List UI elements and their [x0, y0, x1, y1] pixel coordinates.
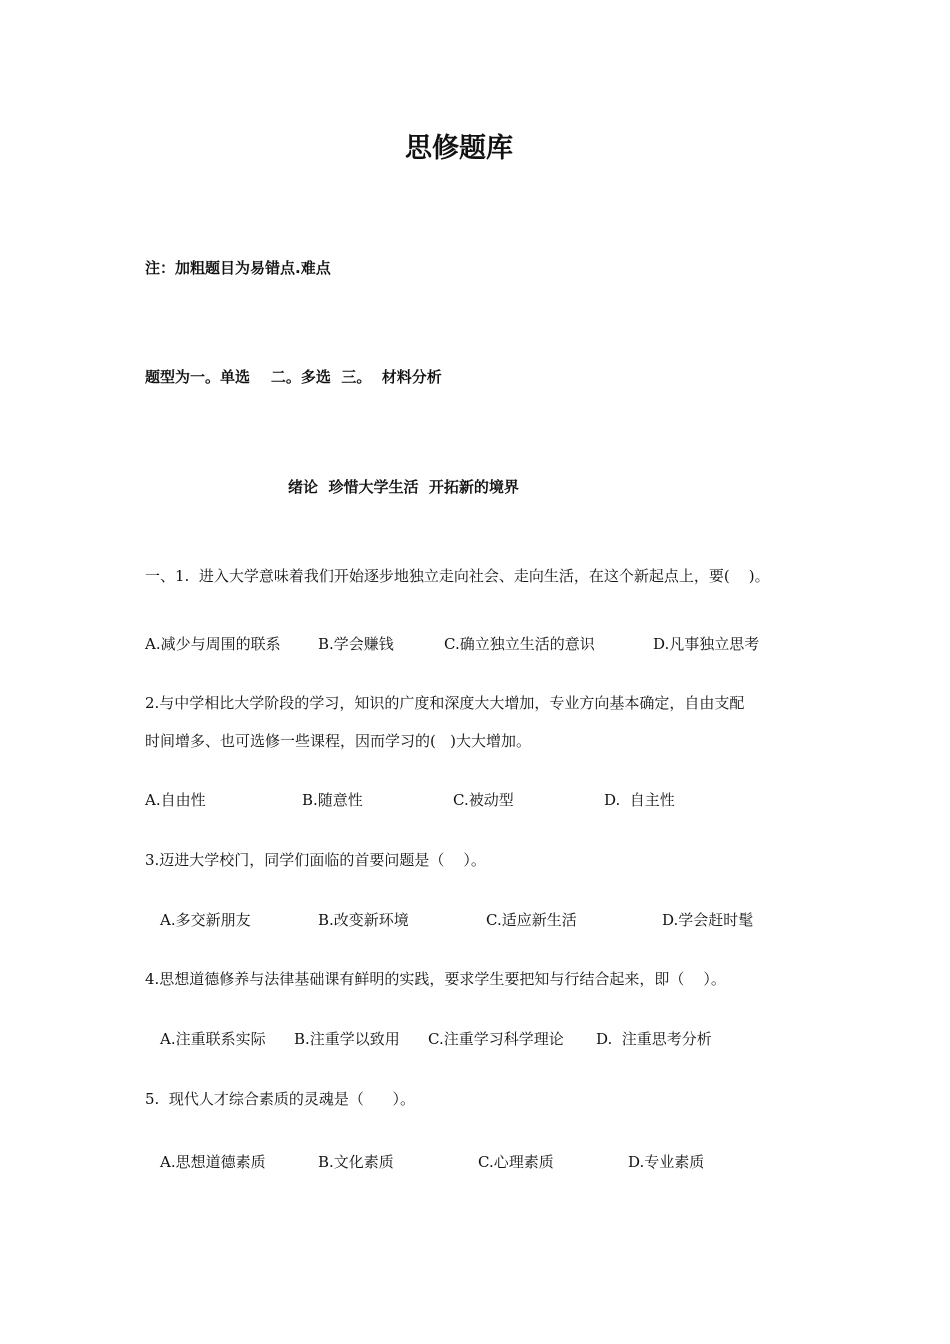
option-a: A.多交新朋友 — [160, 911, 251, 929]
option-a: A.自由性 — [145, 791, 206, 809]
question-stem-continued: 时间增多、也可选修一些课程，因而学习的( )大大增加。 — [145, 732, 532, 750]
note-text: 注：加粗题目为易错点.难点 — [145, 259, 331, 277]
option-b: B.改变新环境 — [318, 911, 409, 929]
section-heading: 绪论 珍惜大学生活 开拓新的境界 — [288, 478, 519, 496]
question-stem: 2.与中学相比大学阶段的学习，知识的广度和深度大大增加，专业方向基本确定，自由支配 — [145, 694, 745, 712]
option-d: D. 自主性 — [604, 791, 675, 809]
option-d: D. 注重思考分析 — [596, 1030, 712, 1048]
option-c: C.注重学习科学理论 — [428, 1030, 564, 1048]
option-c: C.适应新生活 — [486, 911, 577, 929]
question-stem: 一、1. 进入大学意味着我们开始逐步地独立走向社会、走向生活，在这个新起点上，要( )。 — [145, 567, 770, 585]
question-stem: 3.迈进大学校门，同学们面临的首要问题是（ ）。 — [145, 851, 486, 869]
question-stem: 5. 现代人才综合素质的灵魂是（ ）。 — [145, 1090, 415, 1108]
option-b: B.注重学以致用 — [294, 1030, 400, 1048]
option-d: D.学会赶时髦 — [662, 911, 754, 929]
option-a: A.减少与周围的联系 — [145, 635, 281, 653]
question-stem: 4.思想道德修养与法律基础课有鲜明的实践，要求学生要把知与行结合起来，即（ ）。 — [145, 970, 726, 988]
option-a: A.思想道德素质 — [160, 1153, 266, 1171]
question-types-text: 题型为一。单选 二。多选 三。 材料分析 — [145, 368, 442, 386]
option-c: C.心理素质 — [478, 1153, 554, 1171]
option-d: D.专业素质 — [628, 1153, 705, 1171]
option-b: B.随意性 — [302, 791, 363, 809]
option-b: B.学会赚钱 — [318, 635, 394, 653]
option-c: C.确立独立生活的意识 — [444, 635, 595, 653]
option-b: B.文化素质 — [318, 1153, 394, 1171]
option-c: C.被动型 — [453, 791, 514, 809]
option-a: A.注重联系实际 — [160, 1030, 266, 1048]
document-title: 思修题库 — [405, 133, 513, 164]
option-d: D.凡事独立思考 — [653, 635, 760, 653]
